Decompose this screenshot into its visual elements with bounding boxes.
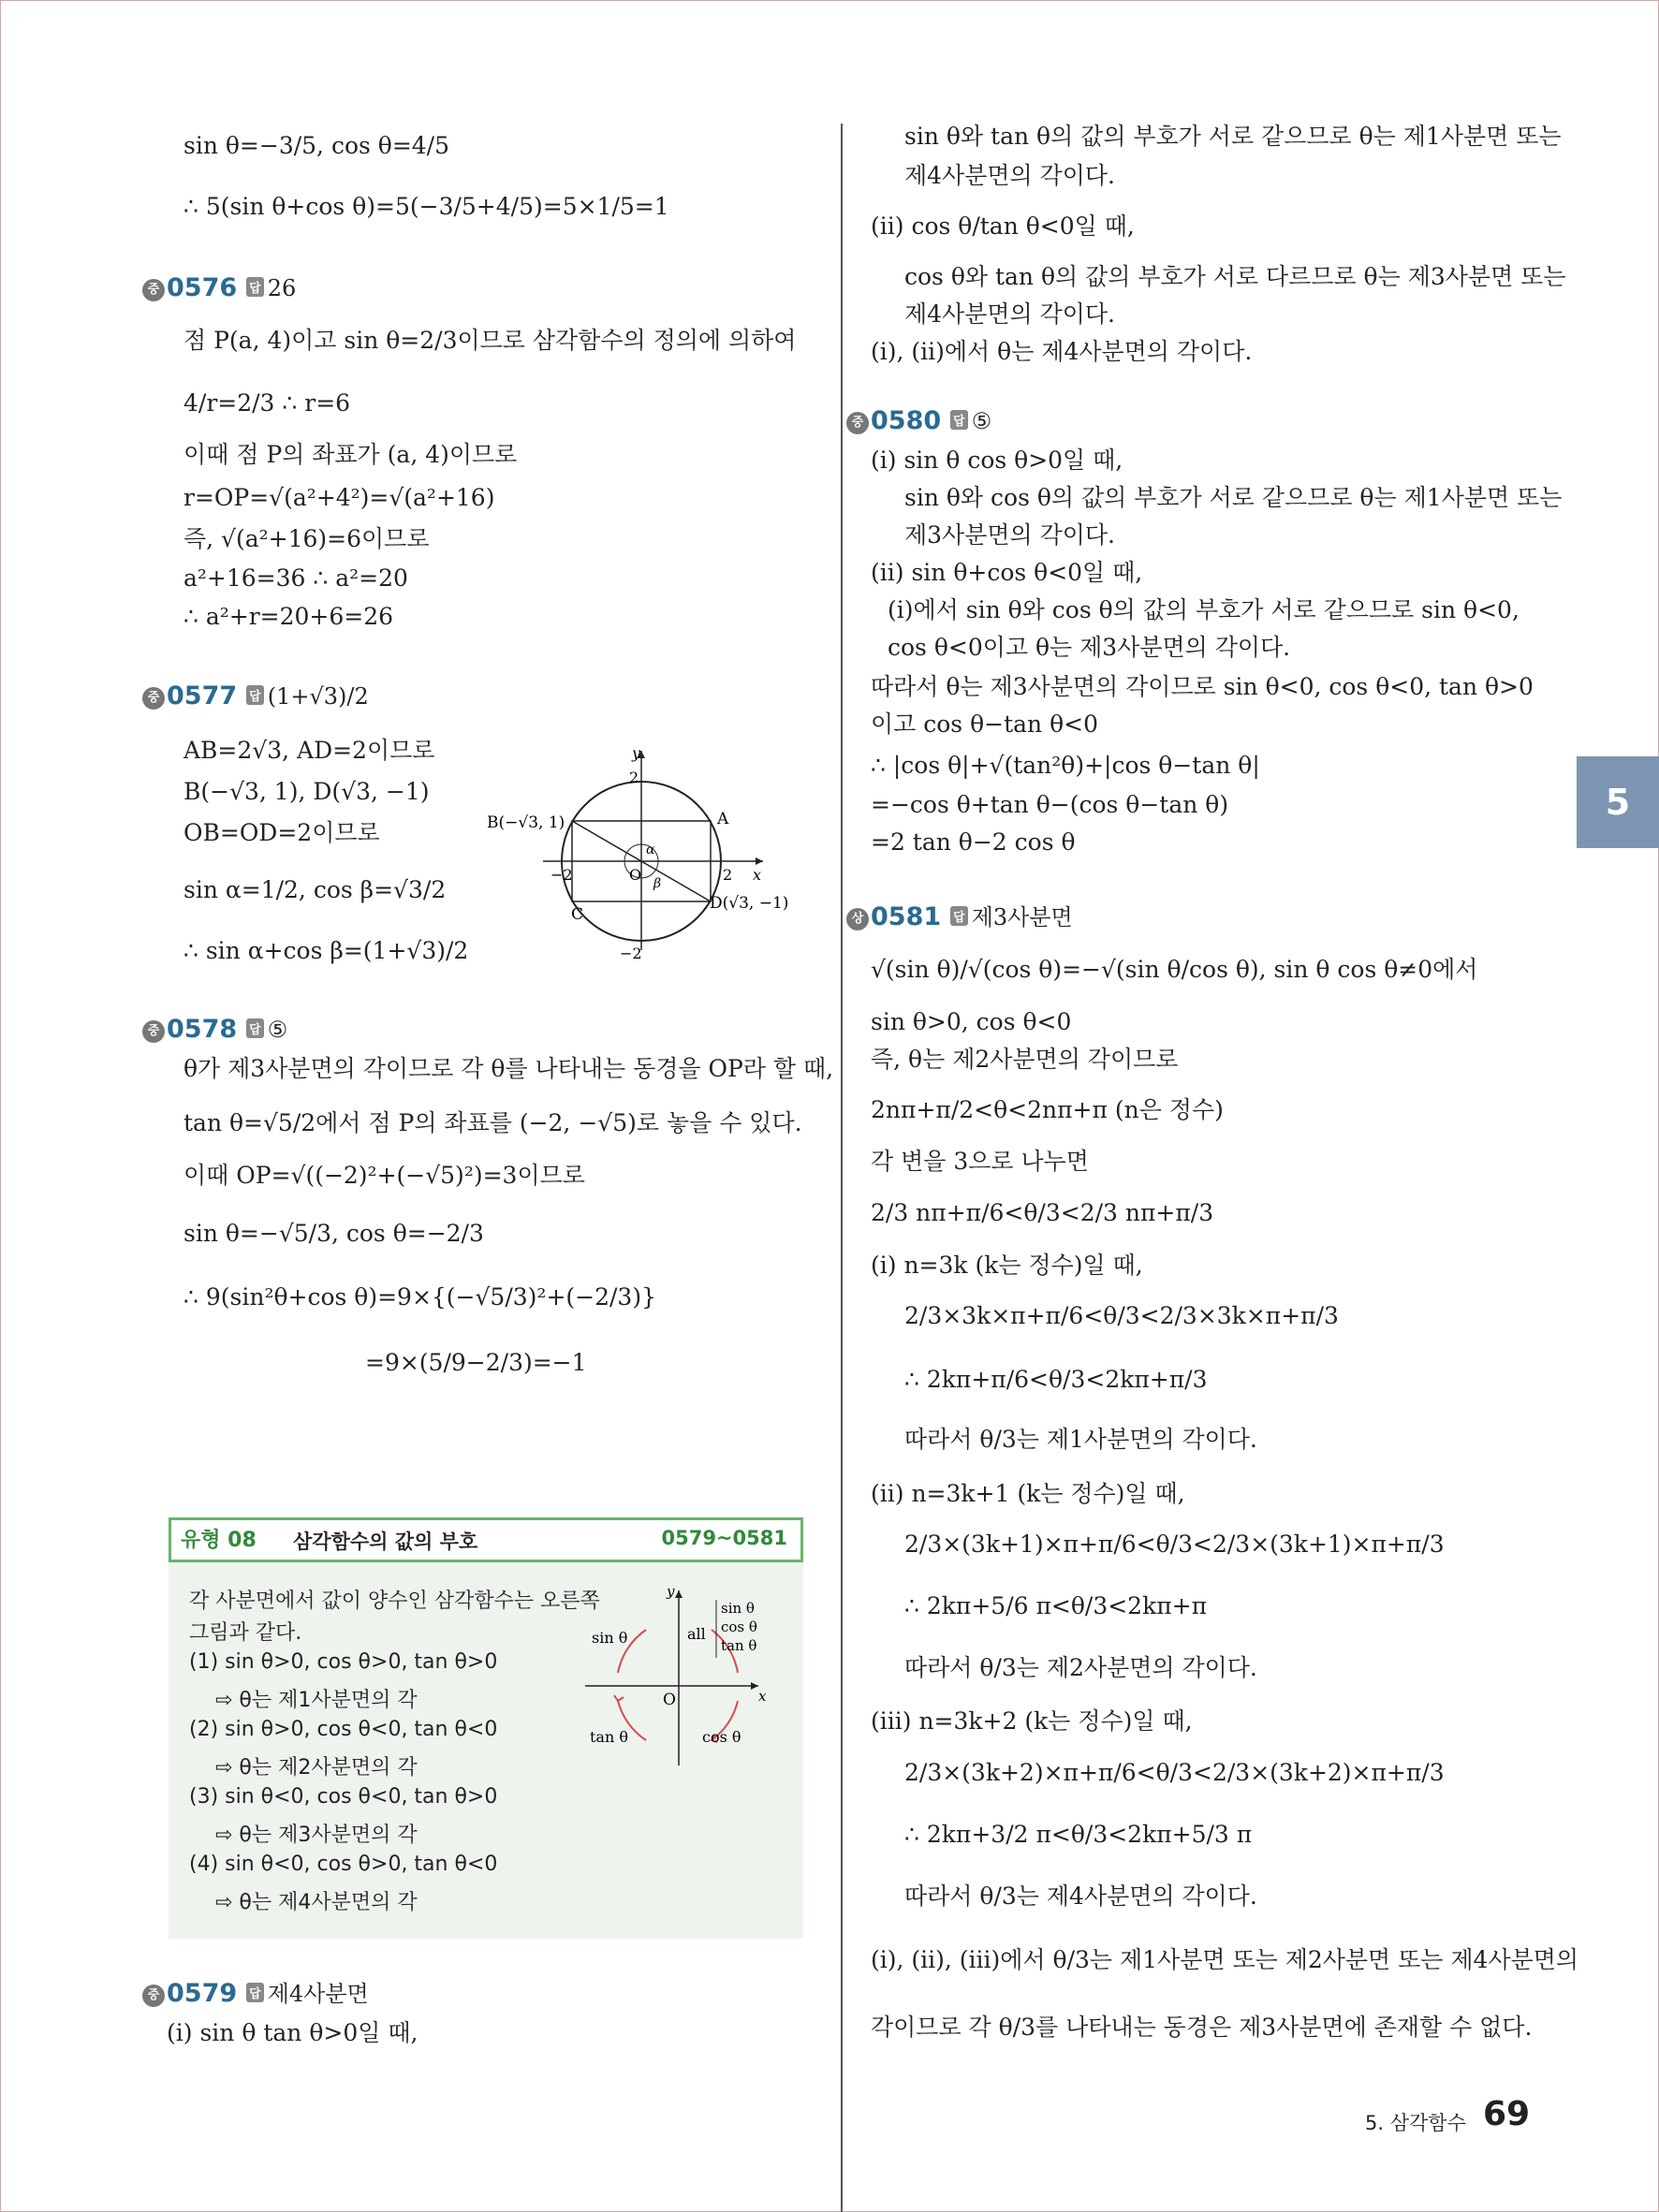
line: sin θ와 cos θ의 값의 부호가 서로 같으므로 θ는 제1사분면 또는	[904, 484, 1563, 511]
quadrant3-label: tan θ	[590, 1728, 628, 1746]
answer-value: 26	[267, 275, 297, 301]
answer-icon: 답	[950, 906, 968, 926]
line: ∴ a²+r=20+6=26	[184, 603, 394, 630]
origin-label: O	[629, 866, 642, 884]
line: =9×(5/9−2/3)=−1	[365, 1349, 587, 1376]
line: (ii) sin θ+cos θ<0일 때,	[871, 559, 1143, 586]
quadrant1-sin: sin θ	[721, 1600, 755, 1617]
level-badge: 중	[142, 1985, 165, 2007]
problem-number: 0580	[871, 406, 942, 435]
problem-number: 0581	[871, 902, 942, 931]
answer-value: ⑤	[267, 1017, 288, 1043]
line: ∴ |cos θ|+√(tan²θ)+|cos θ−tan θ|	[871, 752, 1260, 779]
line: r=OP=√(a²+4²)=√(a²+16)	[184, 484, 495, 511]
y-axis-label: y	[667, 1583, 675, 1600]
problem-number: 0578	[167, 1015, 238, 1044]
x-axis-label: x	[753, 866, 762, 884]
line: (i)에서 sin θ와 cos θ의 값의 부호가 서로 같으므로 sin θ<0,	[888, 596, 1520, 623]
problem-header-0577	[142, 681, 369, 710]
line: ∴ sin α+cos β=(1+√3)/2	[184, 937, 469, 964]
line: (i) n=3k (k는 정수)일 때,	[871, 1252, 1143, 1279]
quadrant1-label: all	[687, 1625, 706, 1643]
line: sin θ와 tan θ의 값의 부호가 서로 같으므로 θ는 제1사분면 또는	[904, 123, 1562, 150]
chapter-tab: 5	[1577, 756, 1659, 848]
line: 이때 점 P의 좌표가 (a, 4)이므로	[184, 441, 518, 468]
quadrant2-label: sin θ	[592, 1629, 628, 1647]
line: ∴ 2kπ+5/6 π<θ/3<2kπ+π	[904, 1592, 1208, 1619]
point-label-d: D(√3, −1)	[710, 894, 789, 913]
problem-header-0580	[846, 406, 991, 435]
line: (i), (ii)에서 θ는 제4사분면의 각이다.	[871, 338, 1253, 365]
problem-number: 0576	[167, 273, 238, 302]
box-line: (2) sin θ>0, cos θ<0, tan θ<0	[189, 1718, 498, 1741]
line: sin θ=−3/5, cos θ=4/5	[184, 132, 450, 159]
level-badge: 상	[846, 908, 869, 930]
level-badge: 중	[142, 687, 165, 710]
problem-number: 0577	[167, 681, 238, 710]
answer-value: (1+√3)/2	[267, 683, 369, 710]
line: tan θ=√5/2에서 점 P의 좌표를 (−2, −√5)로 놓을 수 있다.	[184, 1109, 802, 1136]
tick-label: −2	[551, 866, 573, 884]
quadrant-sign-figure	[580, 1583, 796, 1770]
line: (i) sin θ tan θ>0일 때,	[167, 2019, 418, 2046]
answer-icon: 답	[246, 277, 264, 297]
page-number: 69	[1483, 2095, 1531, 2133]
box-line: ⇨ θ는 제4사분면의 각	[215, 1891, 418, 1914]
answer-value: 제3사분면	[971, 904, 1073, 930]
line: 따라서 θ/3는 제4사분면의 각이다.	[904, 1882, 1257, 1910]
box-line: (4) sin θ<0, cos θ>0, tan θ<0	[189, 1853, 498, 1876]
box-line: 각 사분면에서 값이 양수인 삼각함수는 오른쪽	[189, 1589, 600, 1613]
level-badge: 중	[142, 1020, 165, 1043]
line: 2/3 nπ+π/6<θ/3<2/3 nπ+π/3	[871, 1199, 1214, 1226]
problem-header-0576	[142, 273, 296, 302]
line: (i) sin θ cos θ>0일 때,	[871, 447, 1123, 474]
quadrant1-cos: cos θ	[721, 1619, 757, 1635]
line: AB=2√3, AD=2이므로	[184, 737, 435, 764]
answer-icon: 답	[950, 410, 968, 430]
line: 각 변을 3으로 나누면	[871, 1148, 1089, 1175]
level-badge: 중	[142, 279, 165, 301]
point-label-b: B(−√3, 1)	[487, 813, 565, 832]
line: 점 P(a, 4)이고 sin θ=2/3이므로 삼각함수의 정의에 의하여	[184, 327, 797, 354]
answer-value: 제4사분면	[267, 1981, 369, 2007]
line: √(sin θ)/√(cos θ)=−√(sin θ/cos θ), sin θ cos θ≠0에서	[871, 956, 1478, 983]
line: 이때 OP=√((−2)²+(−√5)²)=3이므로	[184, 1162, 585, 1189]
footer-chapter: 5. 삼각함수	[1365, 2112, 1466, 2134]
line: 즉, θ는 제2사분면의 각이므로	[871, 1046, 1179, 1073]
line: 각이므로 각 θ/3를 나타내는 동경은 제3사분면에 존재할 수 없다.	[871, 2014, 1533, 2041]
line: ∴ 5(sin θ+cos θ)=5(−3/5+4/5)=5×1/5=1	[184, 193, 669, 220]
problem-header-0579	[142, 1975, 369, 2008]
concept-box-header	[169, 1517, 803, 1562]
box-line: 그림과 같다.	[189, 1621, 302, 1645]
box-line: ⇨ θ는 제2사분면의 각	[215, 1756, 418, 1780]
x-axis-label: x	[758, 1688, 767, 1705]
line: θ가 제3사분면의 각이므로 각 θ를 나타내는 동경을 OP라 할 때,	[184, 1055, 834, 1082]
angle-label-alpha: α	[646, 842, 655, 857]
concept-title: 삼각함수의 값의 부호	[293, 1531, 478, 1553]
box-line: ⇨ θ는 제1사분면의 각	[215, 1689, 418, 1712]
line: sin θ=−√5/3, cos θ=−2/3	[184, 1220, 484, 1247]
problem-range: 0579~0581	[661, 1527, 787, 1549]
line: 4/r=2/3 ∴ r=6	[184, 389, 351, 417]
tick-label: −2	[620, 945, 642, 962]
level-badge: 중	[846, 412, 869, 434]
line: ∴ 2kπ+π/6<θ/3<2kπ+π/3	[904, 1366, 1208, 1393]
line: =2 tan θ−2 cos θ	[871, 828, 1076, 856]
line: 2nπ+π/2<θ<2nπ+π (n은 정수)	[871, 1096, 1224, 1123]
quadrant1-tan: tan θ	[721, 1637, 757, 1654]
line: 2/3×3k×π+π/6<θ/3<2/3×3k×π+π/3	[904, 1302, 1339, 1329]
line: sin α=1/2, cos β=√3/2	[184, 876, 447, 903]
line: cos θ와 tan θ의 값의 부호가 서로 다르므로 θ는 제3사분면 또는	[904, 263, 1566, 290]
line: a²+16=36 ∴ a²=20	[184, 564, 408, 592]
line: B(−√3, 1), D(√3, −1)	[184, 778, 430, 805]
problem-header-0581	[846, 899, 1073, 931]
tick-label: 2	[629, 769, 639, 786]
line: (iii) n=3k+2 (k는 정수)일 때,	[871, 1707, 1193, 1735]
concept-box	[169, 1517, 803, 1939]
line: 따라서 θ는 제3사분면의 각이므로 sin θ<0, cos θ<0, tan θ>0	[871, 673, 1534, 700]
line: ∴ 2kπ+3/2 π<θ/3<2kπ+5/3 π	[904, 1821, 1253, 1848]
line: 제3사분면의 각이다.	[904, 521, 1115, 549]
problem-header-0578	[142, 1015, 287, 1044]
tick-label: 2	[723, 866, 733, 884]
answer-value: ⑤	[971, 408, 992, 434]
line: (ii) n=3k+1 (k는 정수)일 때,	[871, 1480, 1185, 1507]
answer-icon: 답	[246, 685, 264, 705]
line: 2/3×(3k+1)×π+π/6<θ/3<2/3×(3k+1)×π+π/3	[904, 1531, 1445, 1558]
line: 제4사분면의 각이다.	[904, 162, 1115, 189]
box-line: (3) sin θ<0, cos θ<0, tan θ>0	[189, 1785, 498, 1809]
line: OB=OD=2이므로	[184, 819, 380, 846]
column-divider	[841, 124, 843, 2212]
line: 2/3×(3k+2)×π+π/6<θ/3<2/3×(3k+2)×π+π/3	[904, 1759, 1445, 1786]
answer-icon: 답	[246, 1983, 264, 2002]
line: 제4사분면의 각이다.	[904, 300, 1115, 328]
line: 즉, √(a²+16)=6이므로	[184, 525, 430, 552]
problem-number: 0579	[167, 1979, 238, 2008]
type-tag: 유형 08	[181, 1529, 257, 1552]
unit-circle-figure	[487, 740, 824, 964]
line: (i), (ii), (iii)에서 θ/3는 제1사분면 또는 제2사분면 또는 제4사분면의	[871, 1946, 1579, 1973]
answer-icon: 답	[246, 1018, 264, 1038]
point-label-a: A	[717, 810, 729, 828]
line: 따라서 θ/3는 제2사분면의 각이다.	[904, 1654, 1257, 1681]
quadrant4-label: cos θ	[702, 1728, 741, 1746]
box-line: ⇨ θ는 제3사분면의 각	[215, 1824, 418, 1847]
box-line: (1) sin θ>0, cos θ>0, tan θ>0	[189, 1650, 498, 1674]
angle-label-beta: β	[653, 876, 662, 891]
line: ∴ 9(sin²θ+cos θ)=9×{(−√5/3)²+(−2/3)}	[184, 1283, 656, 1311]
line: cos θ<0이고 θ는 제3사분면의 각이다.	[888, 634, 1291, 661]
y-axis-label: y	[632, 744, 641, 762]
point-label-c: C	[571, 905, 584, 924]
line: sin θ>0, cos θ<0	[871, 1008, 1072, 1035]
origin-label: O	[663, 1691, 676, 1709]
line: 따라서 θ/3는 제1사분면의 각이다.	[904, 1426, 1257, 1453]
line: =−cos θ+tan θ−(cos θ−tan θ)	[871, 791, 1229, 818]
line: 이고 cos θ−tan θ<0	[871, 710, 1098, 738]
line: (ii) cos θ/tan θ<0일 때,	[871, 212, 1135, 240]
